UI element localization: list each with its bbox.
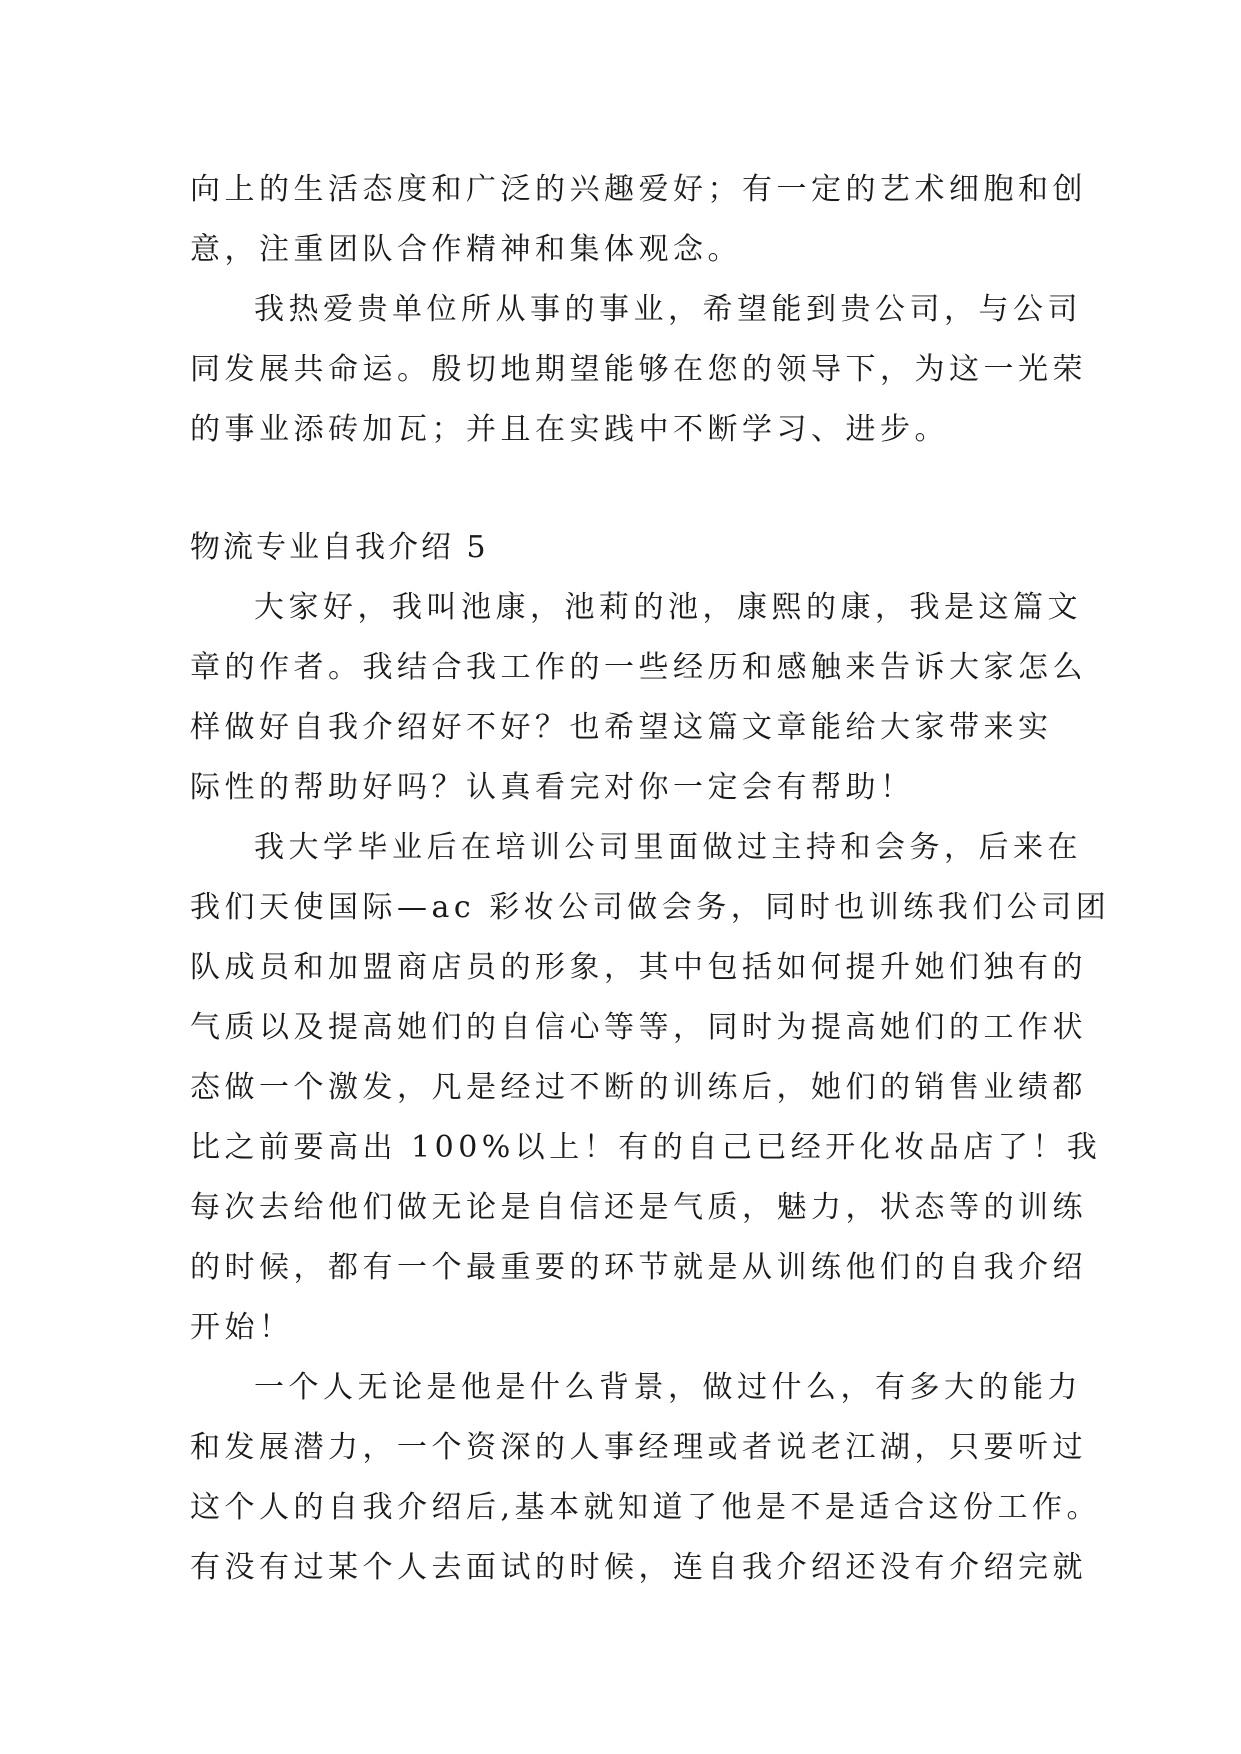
text-line: 这个人的自我介绍后,基本就知道了他是不是适合这份工作。 — [190, 1490, 1102, 1525]
text-line: 同发展共命运。殷切地期望能够在您的领导下，为这一光荣 — [190, 352, 1087, 387]
text-line: 我热爱贵单位所从事的事业，希望能到贵公司，与公司 — [254, 292, 1082, 327]
intro-fragment-paragraph — [190, 160, 1087, 280]
text-line: 际性的帮助好吗？认真看完对你一定会有帮助！ — [190, 770, 915, 805]
text-line: 向上的生活态度和广泛的兴趣爱好；有一定的艺术细胞和创 — [190, 172, 1087, 207]
text-line: 我大学毕业后在培训公司里面做过主持和会务，后来在 — [254, 830, 1082, 865]
paragraph-1 — [190, 578, 1087, 818]
text-line: 每次去给他们做无论是自信还是气质，魅力，状态等的训练 — [190, 1190, 1087, 1225]
text-line: 的事业添砖加瓦；并且在实践中不断学习、进步。 — [190, 412, 949, 447]
text-line: 一个人无论是他是什么背景，做过什么，有多大的能力 — [254, 1370, 1082, 1405]
text-line: 章的作者。我结合我工作的一些经历和感触来告诉大家怎么 — [190, 650, 1087, 685]
text-line: 比之前要高出 100%以上！有的自己已经开化妆品店了！我 — [190, 1130, 1102, 1165]
text-line: 意，注重团队合作精神和集体观念。 — [190, 232, 742, 267]
text-line: 开始！ — [190, 1310, 294, 1345]
section-spacer — [190, 460, 1060, 518]
closing-paragraph — [190, 280, 1087, 460]
text-line: 和发展潜力，一个资深的人事经理或者说老江湖，只要听过 — [190, 1430, 1087, 1465]
text-line: 有没有过某个人去面试的时候，连自我介绍还没有介绍完就 — [190, 1550, 1087, 1585]
text-line: 队成员和加盟商店员的形象，其中包括如何提升她们独有的 — [190, 950, 1087, 985]
text-line: 气质以及提高她们的自信心等等，同时为提高她们的工作状 — [190, 1010, 1087, 1045]
document-body — [190, 160, 1111, 1598]
text-line: 大家好，我叫池康，池莉的池，康熙的康，我是这篇文 — [254, 590, 1082, 625]
text-line: 样做好自我介绍好不好？也希望这篇文章能给大家带来实 — [190, 710, 1053, 745]
section-heading: 物流专业自我介绍 5 — [190, 530, 489, 565]
paragraph-3 — [190, 1358, 1102, 1598]
paragraph-2 — [190, 818, 1111, 1358]
text-line: 的时候，都有一个最重要的环节就是从训练他们的自我介绍 — [190, 1250, 1087, 1285]
text-line: 我们天使国际—ac 彩妆公司做会务，同时也训练我们公司团 — [190, 890, 1111, 925]
text-line: 态做一个激发，凡是经过不断的训练后，她们的销售业绩都 — [190, 1070, 1087, 1105]
